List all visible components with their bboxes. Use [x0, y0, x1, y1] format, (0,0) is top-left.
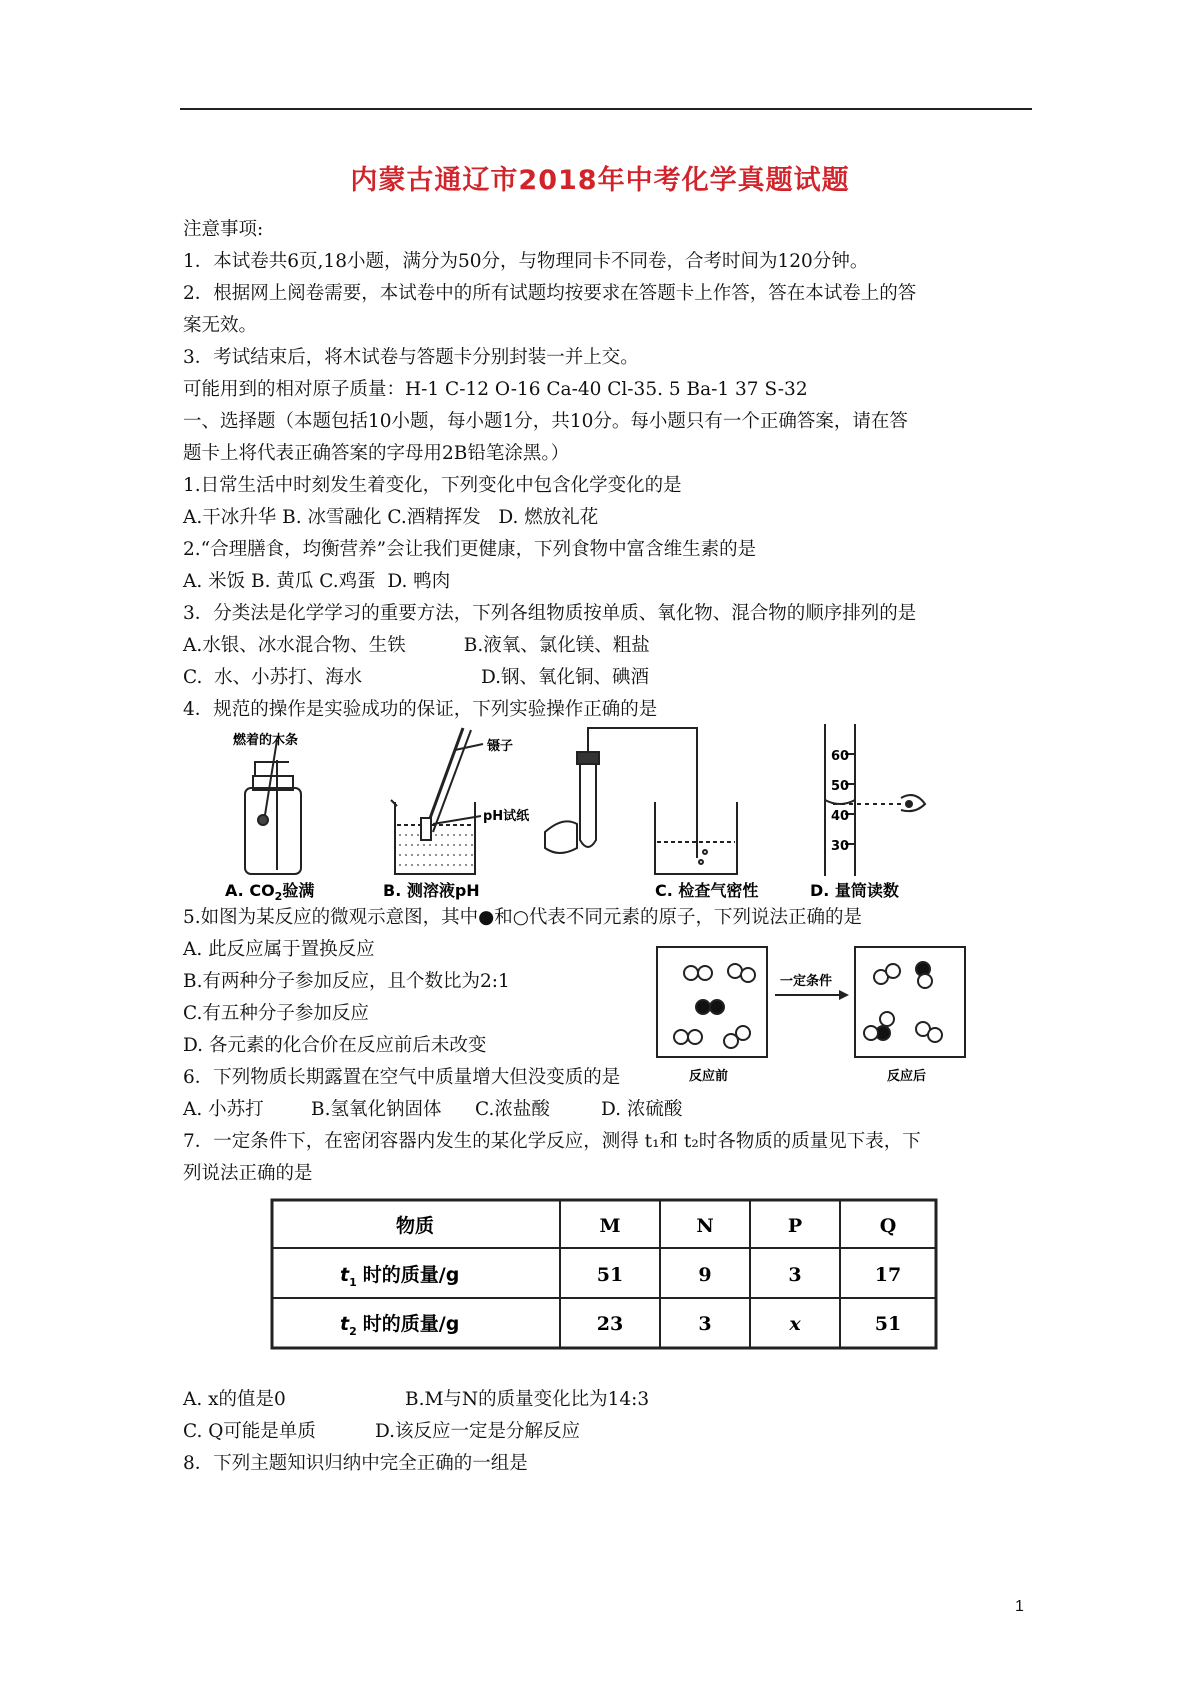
- q7-option-c: C. Q可能是单质: [183, 1421, 316, 1442]
- page-number: 1: [1015, 1598, 1024, 1615]
- q5-option-c: C.有五种分子参加反应: [183, 1003, 369, 1024]
- co2-check-apparatus: [245, 740, 301, 874]
- page-title: 内蒙古通辽市2018年中考化学真题试题: [350, 165, 850, 196]
- header-q: Q: [879, 1215, 897, 1237]
- row1-m: 51: [596, 1264, 624, 1286]
- label-ph-paper: pH试纸: [483, 809, 530, 824]
- row1-label: $t_1$ 时的质量/g: [340, 1264, 460, 1289]
- q5-option-d: D. 各元素的化合价在反应前后未改变: [183, 1035, 487, 1056]
- q1-options: A.干冰升华 B. 冰雪融化 C.酒精挥发 D. 燃放礼花: [183, 507, 599, 528]
- row1-n: 9: [698, 1264, 712, 1286]
- q5-stem: 5.如图为某反应的微观示意图，其中●和○代表不同元素的原子，下列说法正确的是: [183, 907, 862, 928]
- arrow-label: 一定条件: [780, 974, 833, 989]
- q8-stem: 8．下列主题知识归纳中完全正确的一组是: [183, 1453, 528, 1474]
- row2-q: 51: [874, 1313, 902, 1335]
- ph-test-apparatus: [391, 728, 483, 874]
- note-3: 3．考试结束后，将木试卷与答题卡分别封装一并上交。: [183, 347, 639, 368]
- q3-row1: [183, 634, 650, 658]
- scale-40: 40: [831, 809, 850, 824]
- q5-option-b: B.有两种分子参加反应，且个数比为2:1: [183, 971, 510, 992]
- q6-options: [183, 1098, 682, 1122]
- row2-p: x: [789, 1313, 801, 1335]
- header-p: P: [787, 1215, 803, 1237]
- q7-row2: [183, 1420, 580, 1444]
- q7-option-d: D.该反应一定是分解反应: [375, 1421, 581, 1442]
- atomic-masses: 可能用到的相对原子质量：H-1 C-12 O-16 Ca-40 Cl-35. 5 Ba-1 37 S-32: [183, 379, 808, 400]
- caption-d: D. 量筒读数: [810, 881, 899, 900]
- q7-stem-b: 列说法正确的是: [183, 1163, 313, 1184]
- q7-row1: [183, 1388, 649, 1412]
- note-2b: 案无效。: [183, 315, 258, 336]
- q6-option-d: D. 浓硫酸: [601, 1099, 683, 1120]
- section1-intro-a: 一、选择题（本题包括10小题，每小题1分，共10分。每小题只有一个正确答案，请在答: [183, 411, 908, 432]
- note-1: 1．本试卷共6页,18小题，满分为50分，与物理同卡不同卷，合考时间为120分钟。: [183, 251, 869, 272]
- q3-row2: [183, 666, 649, 690]
- scale-60: 60: [831, 749, 850, 764]
- header-rule: [180, 108, 1032, 110]
- header-substance: 物质: [395, 1215, 435, 1237]
- q7-stem-a: 7．一定条件下，在密闭容器内发生的某化学反应，测得 t₁和 t₂时各物质的质量见下表，下: [183, 1131, 921, 1152]
- row2-n: 3: [698, 1313, 712, 1335]
- caption-c: C. 检查气密性: [655, 881, 759, 900]
- row1-q: 17: [874, 1264, 902, 1286]
- q5-option-a: A. 此反应属于置换反应: [183, 939, 375, 960]
- caption-b: B. 测溶液pH: [383, 881, 480, 900]
- q3-option-d: D.钢、氧化铜、碘酒: [481, 667, 650, 688]
- q3-stem: 3．分类法是化学学习的重要方法，下列各组物质按单质、氧化物、混合物的顺序排列的是: [183, 603, 917, 624]
- label-tweezers: 镊子: [487, 739, 514, 754]
- arrow-head: [839, 990, 849, 1000]
- q7-option-b: B.M与N的质量变化比为14:3: [405, 1389, 650, 1410]
- q2-options: A. 米饭 B. 黄瓜 C.鸡蛋 D. 鸭肉: [183, 571, 451, 592]
- note-2a: 2．根据网上阅卷需要，本试卷中的所有试题均按要求在答题卡上作答，答在本试卷上的答: [183, 283, 917, 304]
- label-after: 反应后: [887, 1069, 927, 1084]
- q1-stem: 1.日常生活中时刻发生着变化，下列变化中包含化学变化的是: [183, 475, 682, 496]
- label-before: 反应前: [689, 1069, 729, 1084]
- scale-50: 50: [831, 779, 850, 794]
- header-m: M: [599, 1215, 621, 1237]
- q6-option-c: C.浓盐酸: [475, 1099, 550, 1120]
- q6-option-a: A. 小苏打: [183, 1099, 264, 1120]
- row2-m: 23: [596, 1313, 624, 1335]
- row1-p: 3: [788, 1264, 802, 1286]
- q5-reaction-figure: [655, 945, 975, 1085]
- header-n: N: [696, 1215, 714, 1237]
- q6-stem: 6．下列物质长期露置在空气中质量增大但没变质的是: [183, 1067, 621, 1088]
- row2-label: $t_2$ 时的质量/g: [340, 1313, 460, 1338]
- q6-option-b: B.氢氧化钠固体: [311, 1099, 442, 1120]
- q2-stem: 2.“合理膳食，均衡营养”会让我们更健康，下列食物中富含维生素的是: [183, 539, 757, 560]
- notes-heading: 注意事项:: [183, 219, 264, 240]
- q7-mass-table: [270, 1198, 938, 1350]
- q4-experiment-figure: [225, 720, 1005, 900]
- airtightness-apparatus: [545, 728, 737, 874]
- scale-30: 30: [831, 839, 850, 854]
- q4-stem: 4．规范的操作是实验成功的保证，下列实验操作正确的是: [183, 699, 658, 720]
- section1-intro-b: 题卡上将代表正确答案的字母用2B铅笔涂黑。）: [183, 443, 570, 464]
- label-burning-stick: 燃着的木条: [233, 733, 299, 748]
- q3-option-a: A.水银、冰水混合物、生铁: [183, 635, 406, 656]
- q3-option-c: C. 水、小苏打、海水: [183, 667, 363, 688]
- caption-a: A. $CO_2$验满: [225, 881, 315, 900]
- q7-option-a: A. x的值是0: [183, 1389, 286, 1410]
- q3-option-b: B.液氧、氯化镁、粗盐: [463, 635, 650, 656]
